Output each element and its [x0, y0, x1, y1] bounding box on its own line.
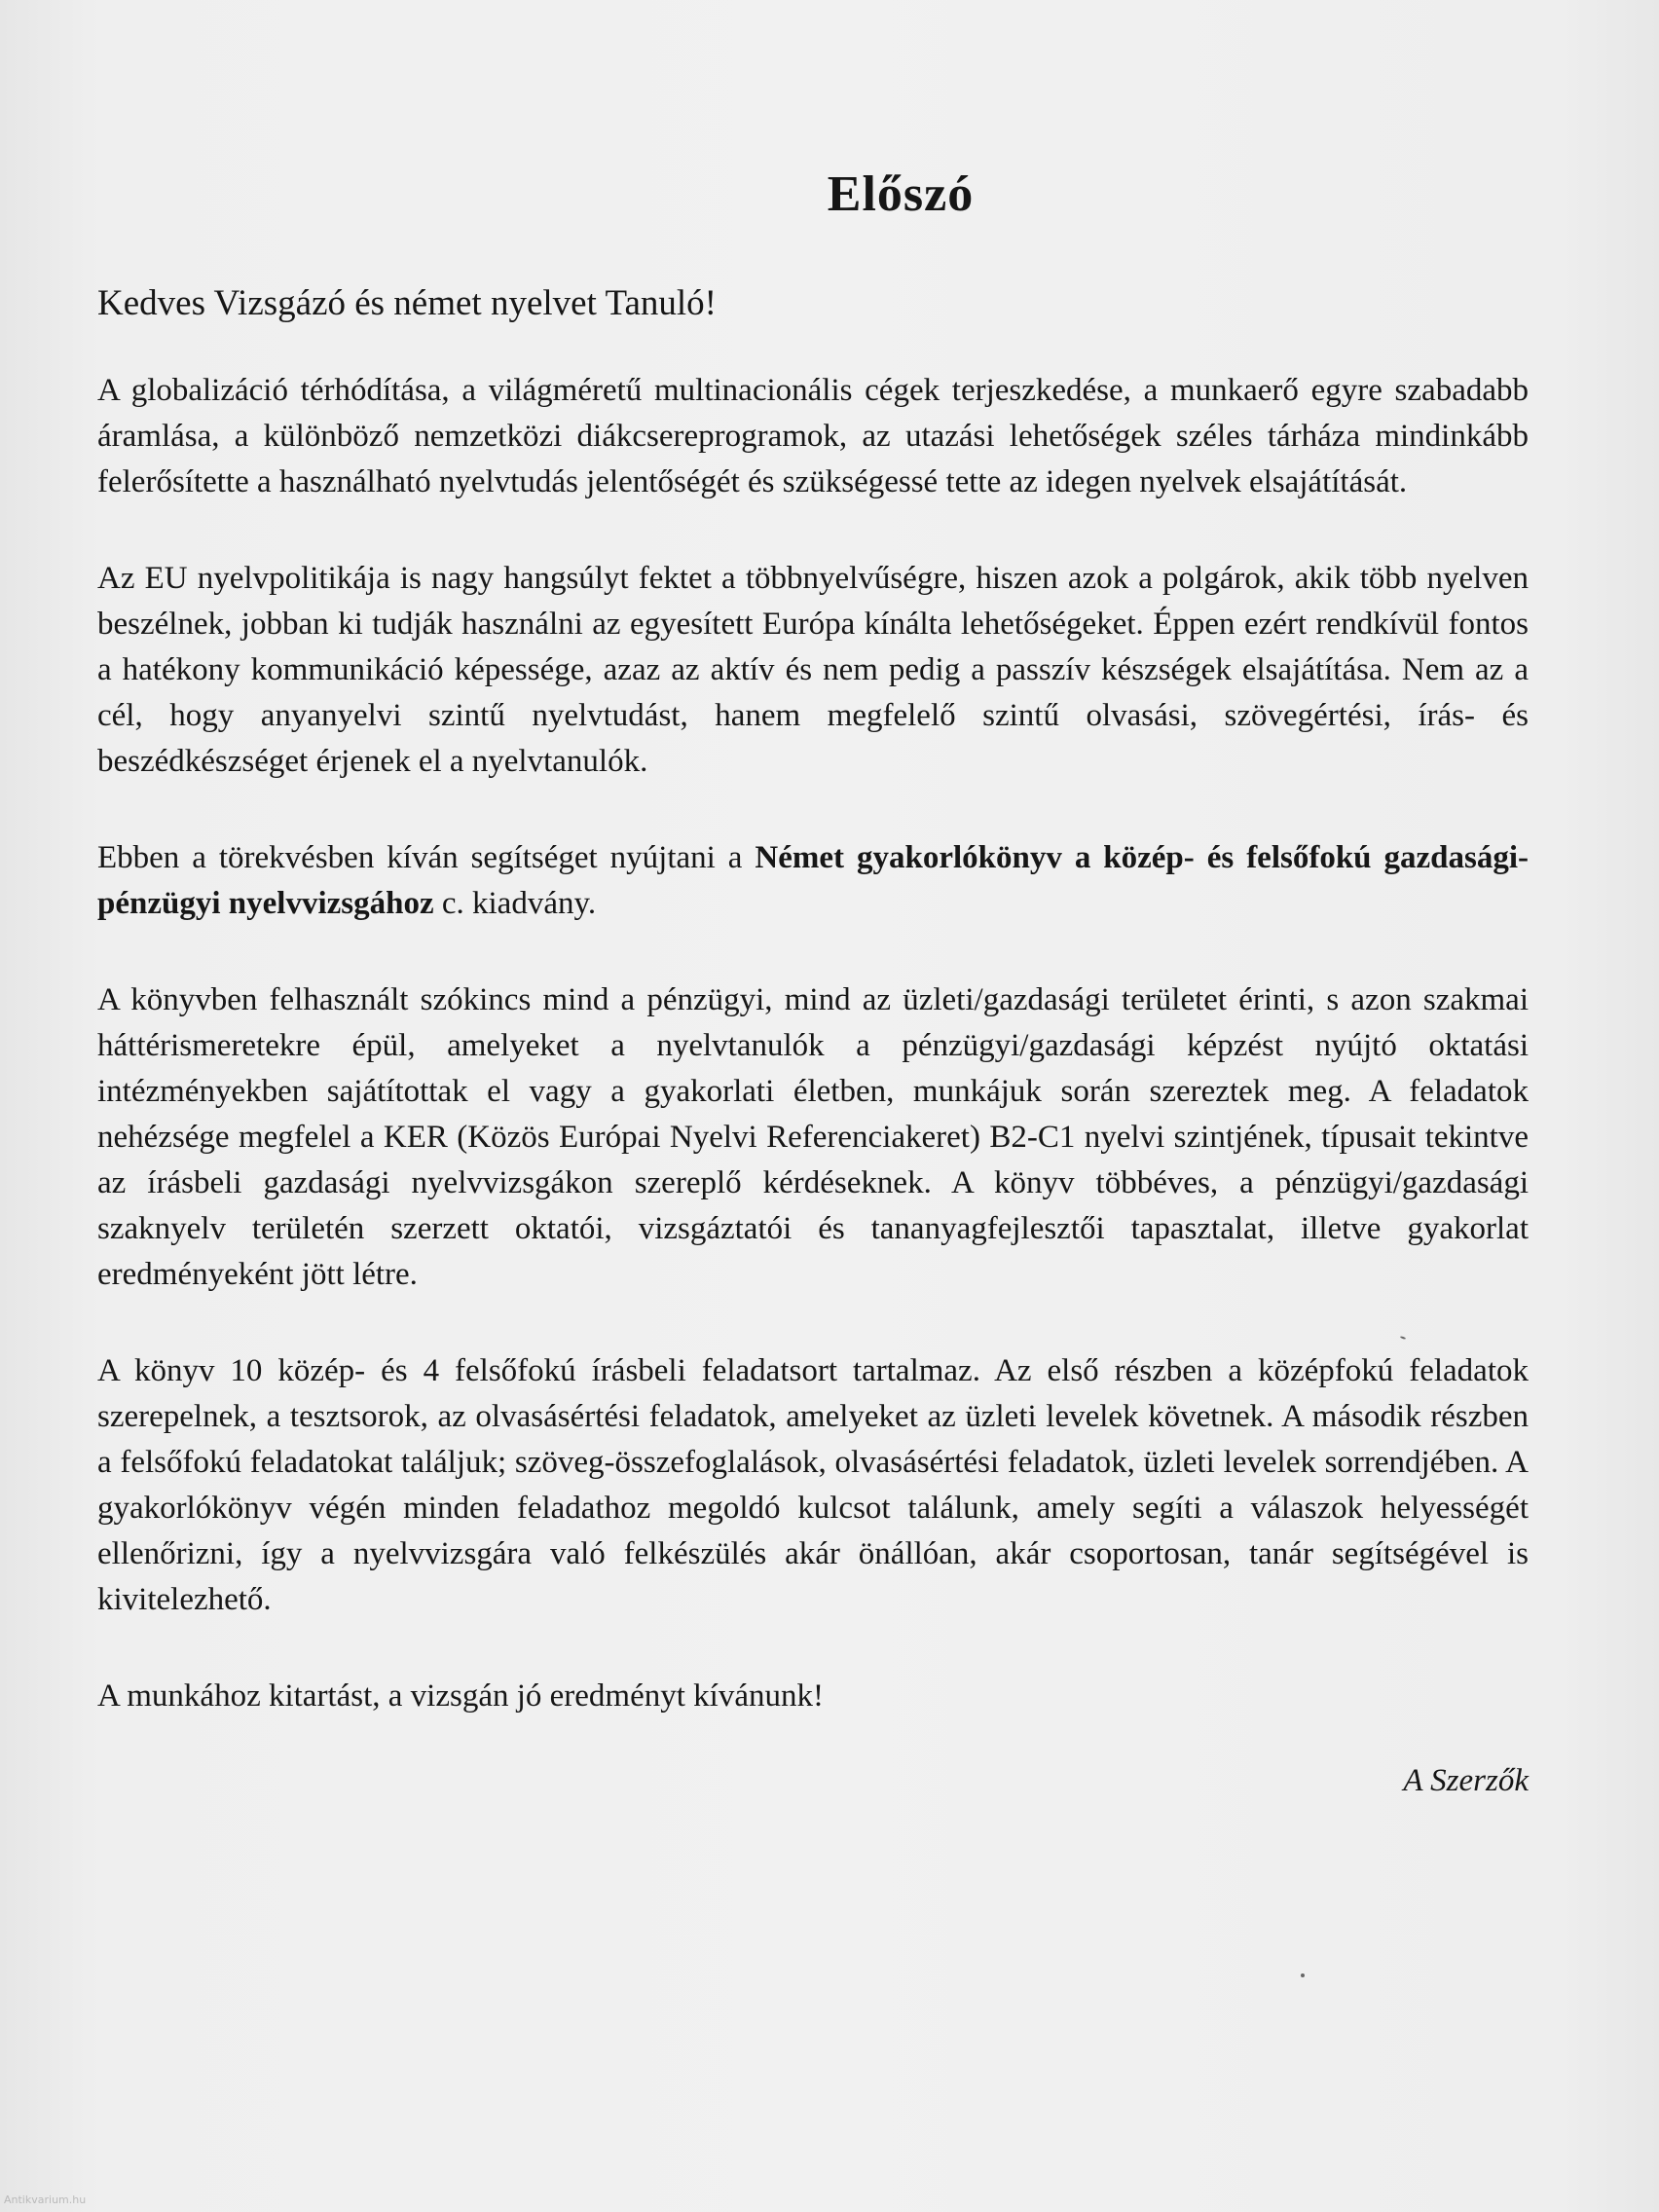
paragraph-vocabulary: A könyvben felhasznált szókincs mind a pénzügyi, mind az üzleti/gazdasági területet érinti, s azon szakmai háttérismeretekre épül, amelyeket a nyelvtanulók a pénzügyi/gazdasági képzést nyújtó oktatási intézményekben sajátítottak el vagy a gyakorlati életben, munkájuk során szereztek meg. A feladatok nehézsége megfelel a KER (Közös Európai Nyelvi Referenciakeret) B2-C1 nyelvi szintjének, típusait tekintve az írásbeli gazdasági nyelvvizsgákon szereplő kérdéseknek. A könyv többéves, a pénzügyi/gazdasági szaknyelv területén szerzett oktatói, vizsgáztatói és tananyagfejlesztői tapasztalat, illetve gyakorlat eredményeként jött létre.	[97, 982, 1529, 1292]
paragraph-book-structure: A könyv 10 közép- és 4 felsőfokú írásbeli feladatsort tartalmaz. Az első részben a középfokú feladatok szerepelnek, a tesztsorok, az olvasásértési feladatok, amelyeket az üzleti levelek követnek. A második részben a felsőfokú feladatokat találjuk; szöveg-összefoglalások, olvasásértési feladatok, üzleti levelek sorrendjében. A gyakorlókönyv végén minden feladathoz megoldó kulcsot találunk, amely segíti a válaszok helyességét ellenőrizni, így a nyelvvizsgára való felkészülés akár önállóan, akár csoportosan, tanár segítségével is kivitelezhető.	[97, 1353, 1529, 1617]
page-content	[97, 156, 1529, 1804]
book-purpose-text-after: c. kiadvány.	[433, 886, 597, 921]
greeting: Kedves Vizsgázó és német nyelvet Tanuló!	[97, 283, 717, 323]
paragraph-globalization: A globalizáció térhódítása, a világméretű multinacionális cégek terjeszkedése, a munkaerő egyre szabadabb áramlása, a különböző nemzetközi diákcsereprogramok, az utazási lehetőségek széles tárháza mindinkább felerősítette a használható nyelvtudás jelentőségét és szükségessé tette az idegen nyelvek elsajátítását.	[97, 373, 1529, 499]
paragraph-book-purpose	[97, 835, 1529, 927]
watermark: Antikvarium.hu	[4, 2194, 87, 2206]
book-purpose-text-before: Ebben a törekvésben kíván segítséget nyújtani a	[97, 840, 756, 875]
book-title-bold: Német gyakorlókönyv a közép- és felsőfokú gazdasági-pénzügyi nyelvvizsgához	[97, 840, 1529, 921]
paper-speck	[1301, 1973, 1305, 1977]
page-title: Előszó	[827, 166, 975, 222]
closing-wish: A munkához kitartást, a vizsgán jó eredményt kívánunk!	[97, 1678, 824, 1714]
paragraph-eu-language-policy: Az EU nyelvpolitikája is nagy hangsúlyt fektet a többnyelvűségre, hiszen azok a polgárok, akik több nyelven beszélnek, jobban ki tudják használni az egyesített Európa kínálta lehetőségeket. Éppen ezért rendkívül fontos a hatékony kommunikáció képessége, azaz az aktív és nem pedig a passzív készségek elsajátítása. Nem az a cél, hogy anyanyelvi szintű nyelvtudást, hanem megfelelő szintű olvasási, szövegértési, írás- és beszédkészséget érjenek el a nyelvtanulók.	[97, 561, 1529, 779]
signature: A Szerzők	[1403, 1763, 1529, 1798]
